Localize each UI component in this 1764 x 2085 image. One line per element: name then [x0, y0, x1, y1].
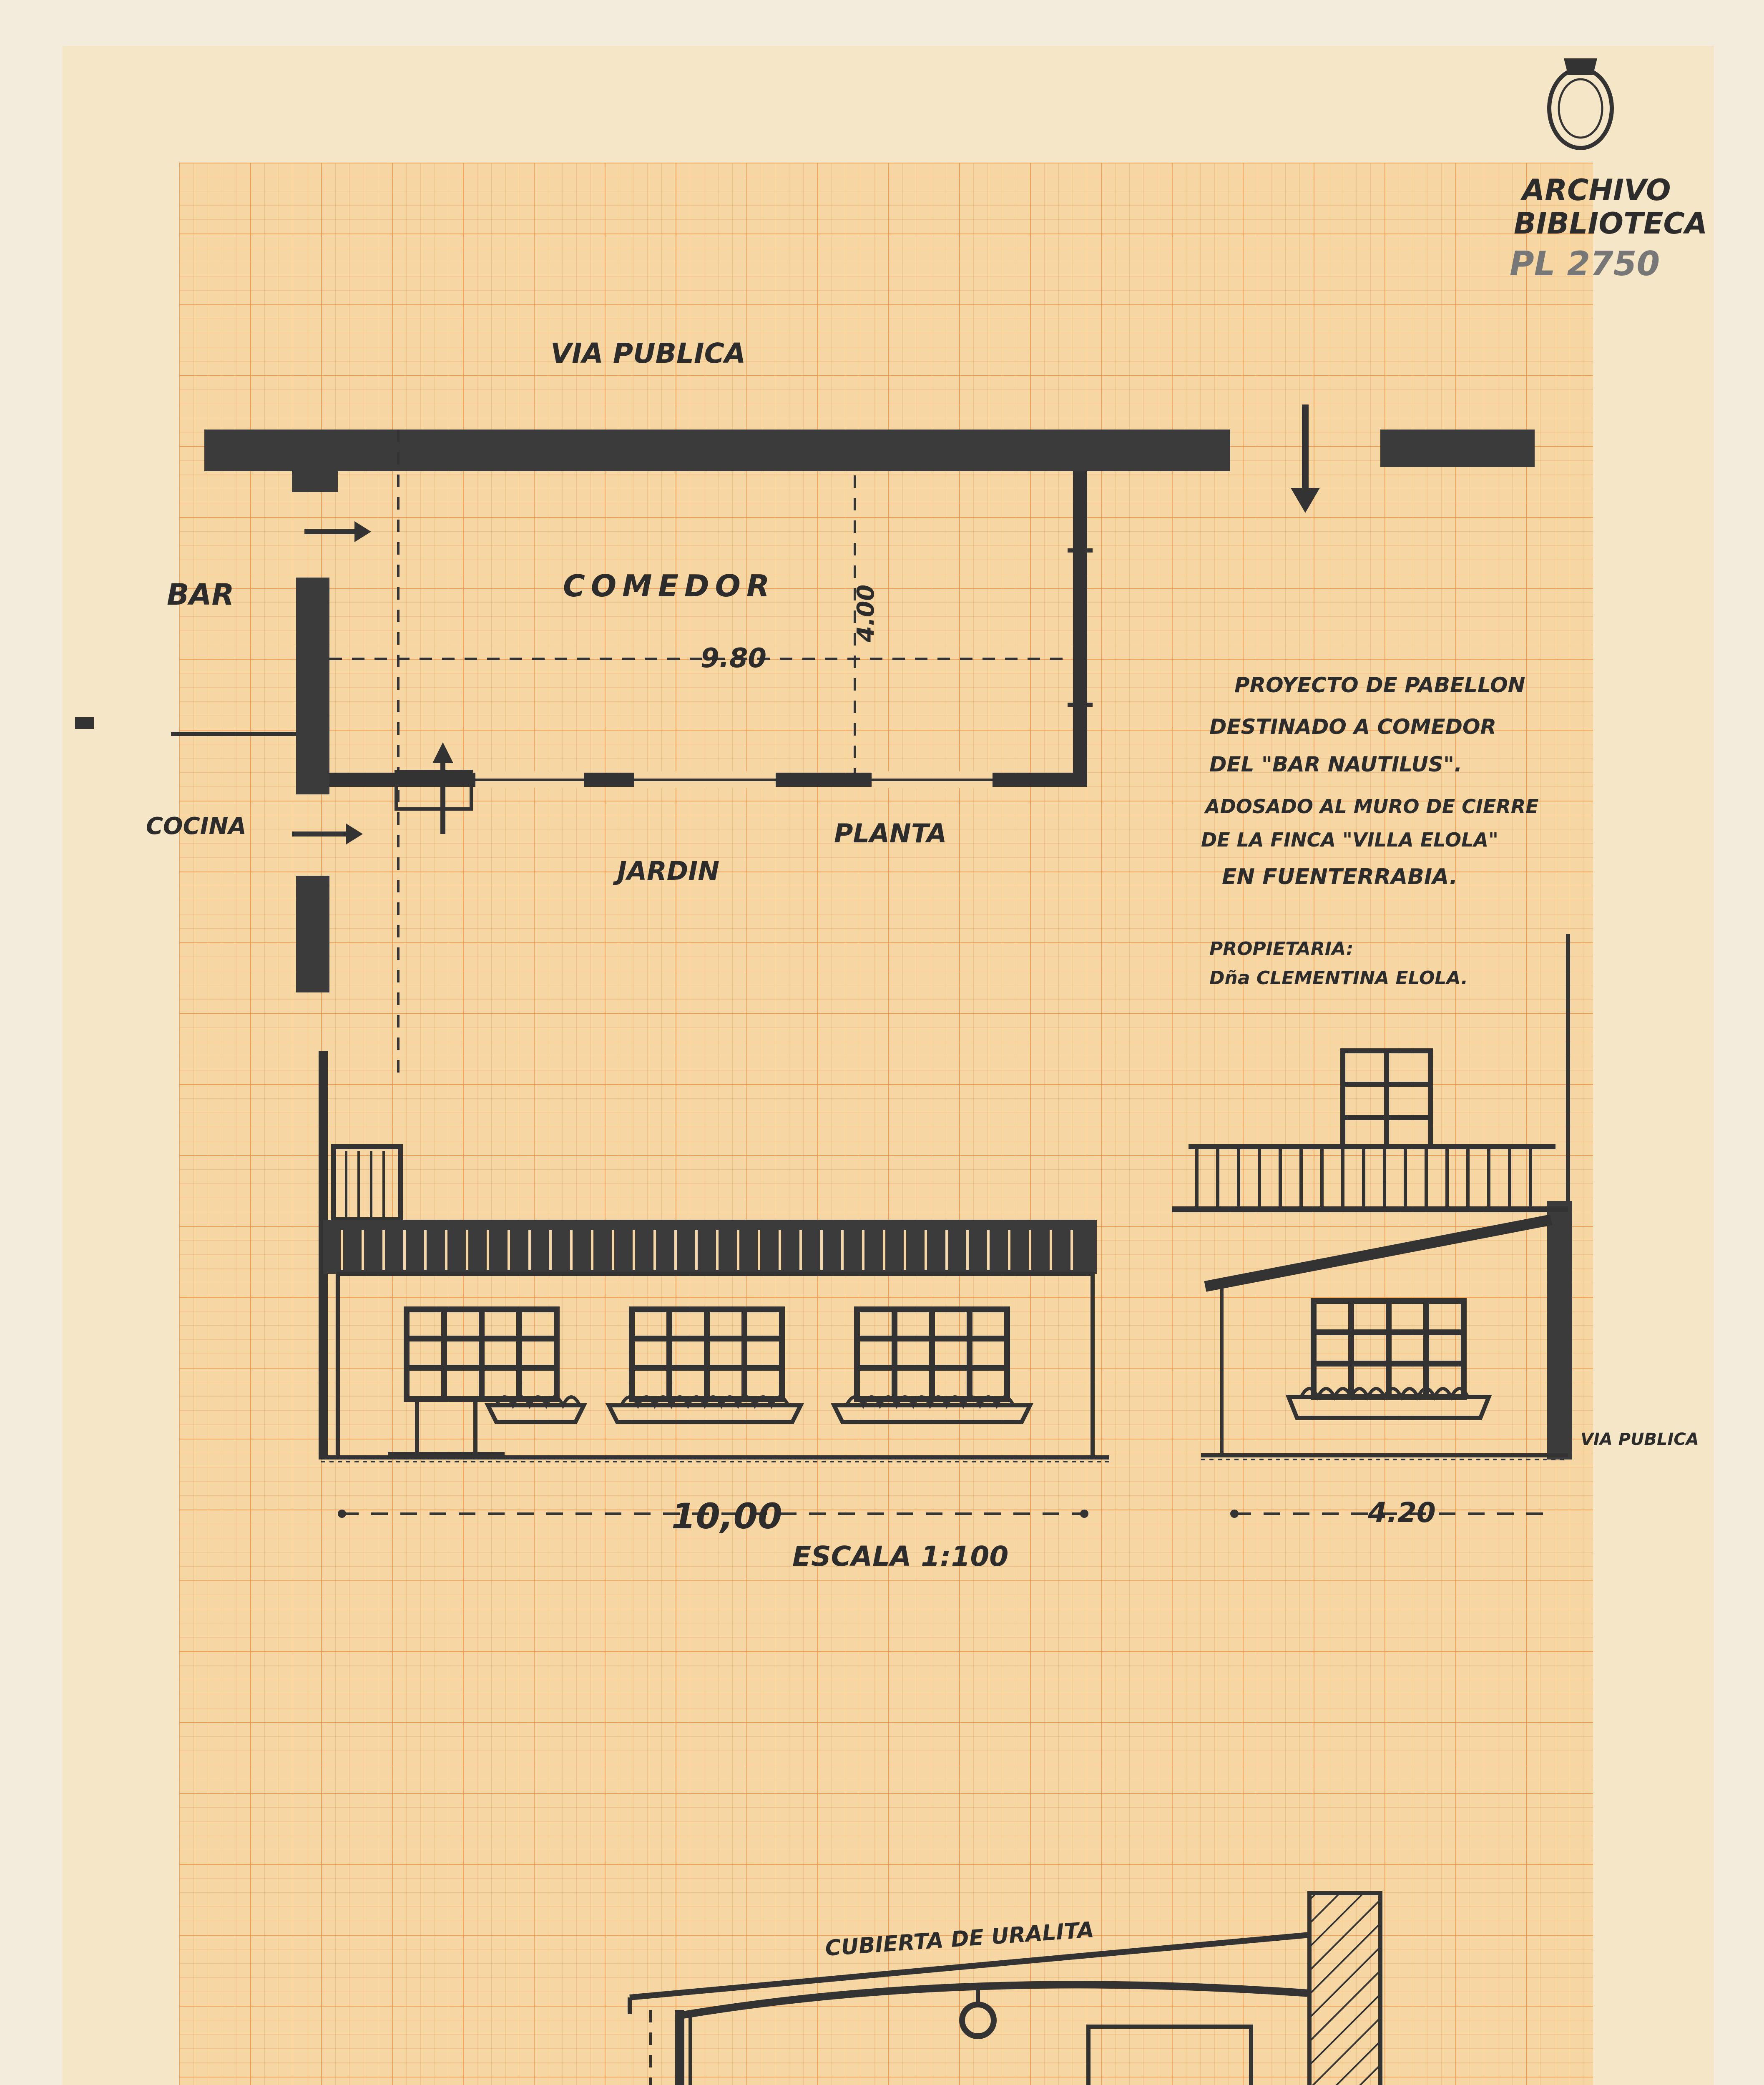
- balcony-railing: [1172, 1147, 1568, 1209]
- street-wall-right: [1380, 430, 1535, 467]
- cross-section: [380, 1893, 1545, 2085]
- title-line-6: EN FUENTERRABIA.: [1222, 864, 1458, 889]
- section-door: [1088, 2027, 1251, 2085]
- front-elevation: [321, 1051, 1109, 1573]
- ceiling-lamp-icon: [962, 1985, 994, 2036]
- front-length-dimension: 10,00: [671, 1496, 782, 1537]
- stamp-biblioteca: BIBLIOTECA: [1514, 206, 1708, 241]
- elevation-scale: ESCALA 1:100: [792, 1540, 1009, 1573]
- front-window-3: [857, 1309, 1007, 1399]
- owner-label: PROPIETARIA:: [1209, 938, 1354, 960]
- plan-road-label: VIA PUBLICA: [550, 337, 746, 369]
- title-line-4: ADOSADO AL MURO DE CIERRE: [1205, 795, 1539, 818]
- room-label-bar: BAR: [167, 578, 234, 612]
- front-window-2: [632, 1309, 782, 1399]
- side-elevation: [1172, 934, 1699, 1529]
- side-length-dimension: 4.20: [1368, 1497, 1436, 1529]
- seal-icon: [1549, 58, 1612, 148]
- party-wall-lower: [296, 876, 329, 992]
- owner-name: Dña CLEMENTINA ELOLA.: [1209, 967, 1468, 989]
- garden-label: JARDIN: [617, 856, 720, 886]
- bar-entry-arrow-icon: [304, 521, 371, 542]
- front-roof-fascia: [323, 1220, 1097, 1274]
- title-line-2: DESTINADO A COMEDOR: [1209, 715, 1497, 739]
- title-line-5: DE LA FINCA "VILLA ELOLA": [1201, 829, 1498, 851]
- arrow-down-icon: [1291, 404, 1320, 513]
- party-wall: [296, 578, 329, 794]
- room-label-cocina: COCINA: [146, 813, 246, 840]
- title-line-3: DEL "BAR NAUTILUS".: [1209, 752, 1462, 776]
- front-window-1: [407, 1309, 557, 1399]
- stamp-archivo: ARCHIVO: [1522, 173, 1671, 207]
- comedor-outline: [329, 471, 1080, 780]
- title-line-1: PROYECTO DE PABELLON: [1234, 673, 1525, 697]
- side-window: [1314, 1301, 1464, 1397]
- balcony-door: [1343, 1051, 1430, 1147]
- archive-stamp: [1510, 58, 1707, 283]
- room-label-comedor: COMEDOR: [563, 568, 776, 603]
- side-road-label: VIA PUBLICA: [1581, 1430, 1699, 1449]
- plan-width-dimension: 4.00: [852, 584, 879, 642]
- plan-length-dimension: 9.80: [701, 643, 766, 674]
- plan-label: PLANTA: [834, 818, 947, 849]
- side-flower-box: [1289, 1389, 1489, 1418]
- side-wall-section: [1547, 1201, 1572, 1460]
- garden-entry-arrow-icon: [432, 742, 453, 834]
- street-wall: [204, 430, 1230, 471]
- stamp-reference: PL 2750: [1510, 244, 1660, 283]
- front-door: [417, 1399, 475, 1457]
- title-block: [1201, 673, 1539, 989]
- section-wall: [1309, 1893, 1380, 2085]
- kitchen-entry-arrow-icon: [292, 824, 363, 844]
- street-wall-stub: [292, 471, 338, 492]
- roof-label: CUBIERTA DE URALITA: [824, 1917, 1095, 1961]
